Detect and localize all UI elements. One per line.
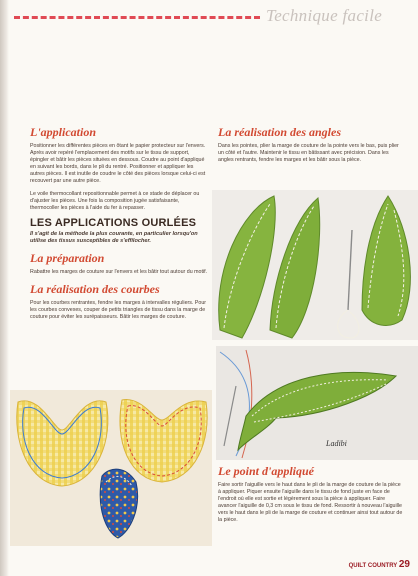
magazine-name: QUILT COUNTRY <box>348 563 398 569</box>
right-column <box>218 125 404 169</box>
point-applique-paragraph: Faire sortir l'aiguille vers le haut dans le pli de la marge de couture de la pièce à appliquer. Piquer ensuite l'aiguille dans le tissu de fond juste en face de l'endroit où elle est sortie et légèrement sous la pièce à appliquer. Faire avancer l'aiguille de 0,3 cm sous le tissu de fond. Ressortir à nouveau l'aiguille vers le haut dans le pli de la marge de couture et continuer ainsi tout autour de la pièce. <box>218 482 403 524</box>
page-binding-shadow <box>0 0 9 576</box>
left-column <box>30 125 208 326</box>
application-paragraph: Positionner les différentes pièces en ôtant le papier protecteur sur l'envers. Après avoir repéré l'emplacement des motifs sur le tissu de support, épingler et bâtir les pièces situées en dessous. Coudre au point d'appliqué en suivant les bords, dans le pli du rentré. Positionner et appliquer les autres pièces. Il est inutile de coudre le côté des pièces lorsque celui-ci est recouvert par une autre pièce. <box>30 143 206 185</box>
courbes-paragraph: Pour les courbes rentrantes, fendre les marges à intervalles réguliers. Pour les courbes convexes, couper de petits triangles de tissu dans la marge de couture pour éviter les surépaisseurs. Bâtir les marges de couture. <box>30 299 207 320</box>
angles-paragraph: Dans les pointes, plier la marge de couture de la pointe vers le bas, puis plier un côté et l'autre. Maintenir le tissu en bâtissant avec précision. Dans les angles rentrants, fendre les marges et les bâtir sous la pièce. <box>218 143 399 164</box>
tulips-illustration <box>10 390 212 546</box>
header <box>14 6 412 28</box>
header-title: Technique facile <box>266 6 383 25</box>
application-heading: L'application <box>30 125 96 139</box>
tulips-photo <box>10 390 212 546</box>
point-applique-heading: Le point d'appliqué <box>218 464 314 478</box>
voile-paragraph: Le voile thermocollant repositionnable permet à ce stade de déplacer ou d'ajuster les pièces. Une fois la composition jugée satisfaisante, thermocoller les pièces à l'aide du fer à repasser. <box>30 190 200 211</box>
page-footer <box>349 559 410 570</box>
point-applique-block <box>218 464 404 530</box>
courbes-heading: La réalisation des courbes <box>30 281 160 296</box>
leaves-photo <box>212 190 418 340</box>
applique-photo <box>216 346 418 460</box>
page-number: 29 <box>398 559 410 570</box>
applique-illustration <box>216 346 418 460</box>
preparation-paragraph: Rabattre les marges de couture sur l'envers et les bâtir tout autour du motif. <box>30 269 208 276</box>
preparation-heading: La préparation <box>30 251 105 266</box>
ourlees-intro: Il s'agit de la méthode la plus courante, en particulier lorsqu'on utilise des tissus susceptibles de s'effilocher. <box>30 230 198 245</box>
photo-signature: Ladibi <box>326 439 347 448</box>
ourlees-heading: LES APPLICATIONS OURLÉES <box>30 216 197 229</box>
leaves-illustration <box>212 190 418 340</box>
angles-heading: La réalisation des angles <box>218 125 342 139</box>
stitch-line-decoration <box>14 16 260 19</box>
